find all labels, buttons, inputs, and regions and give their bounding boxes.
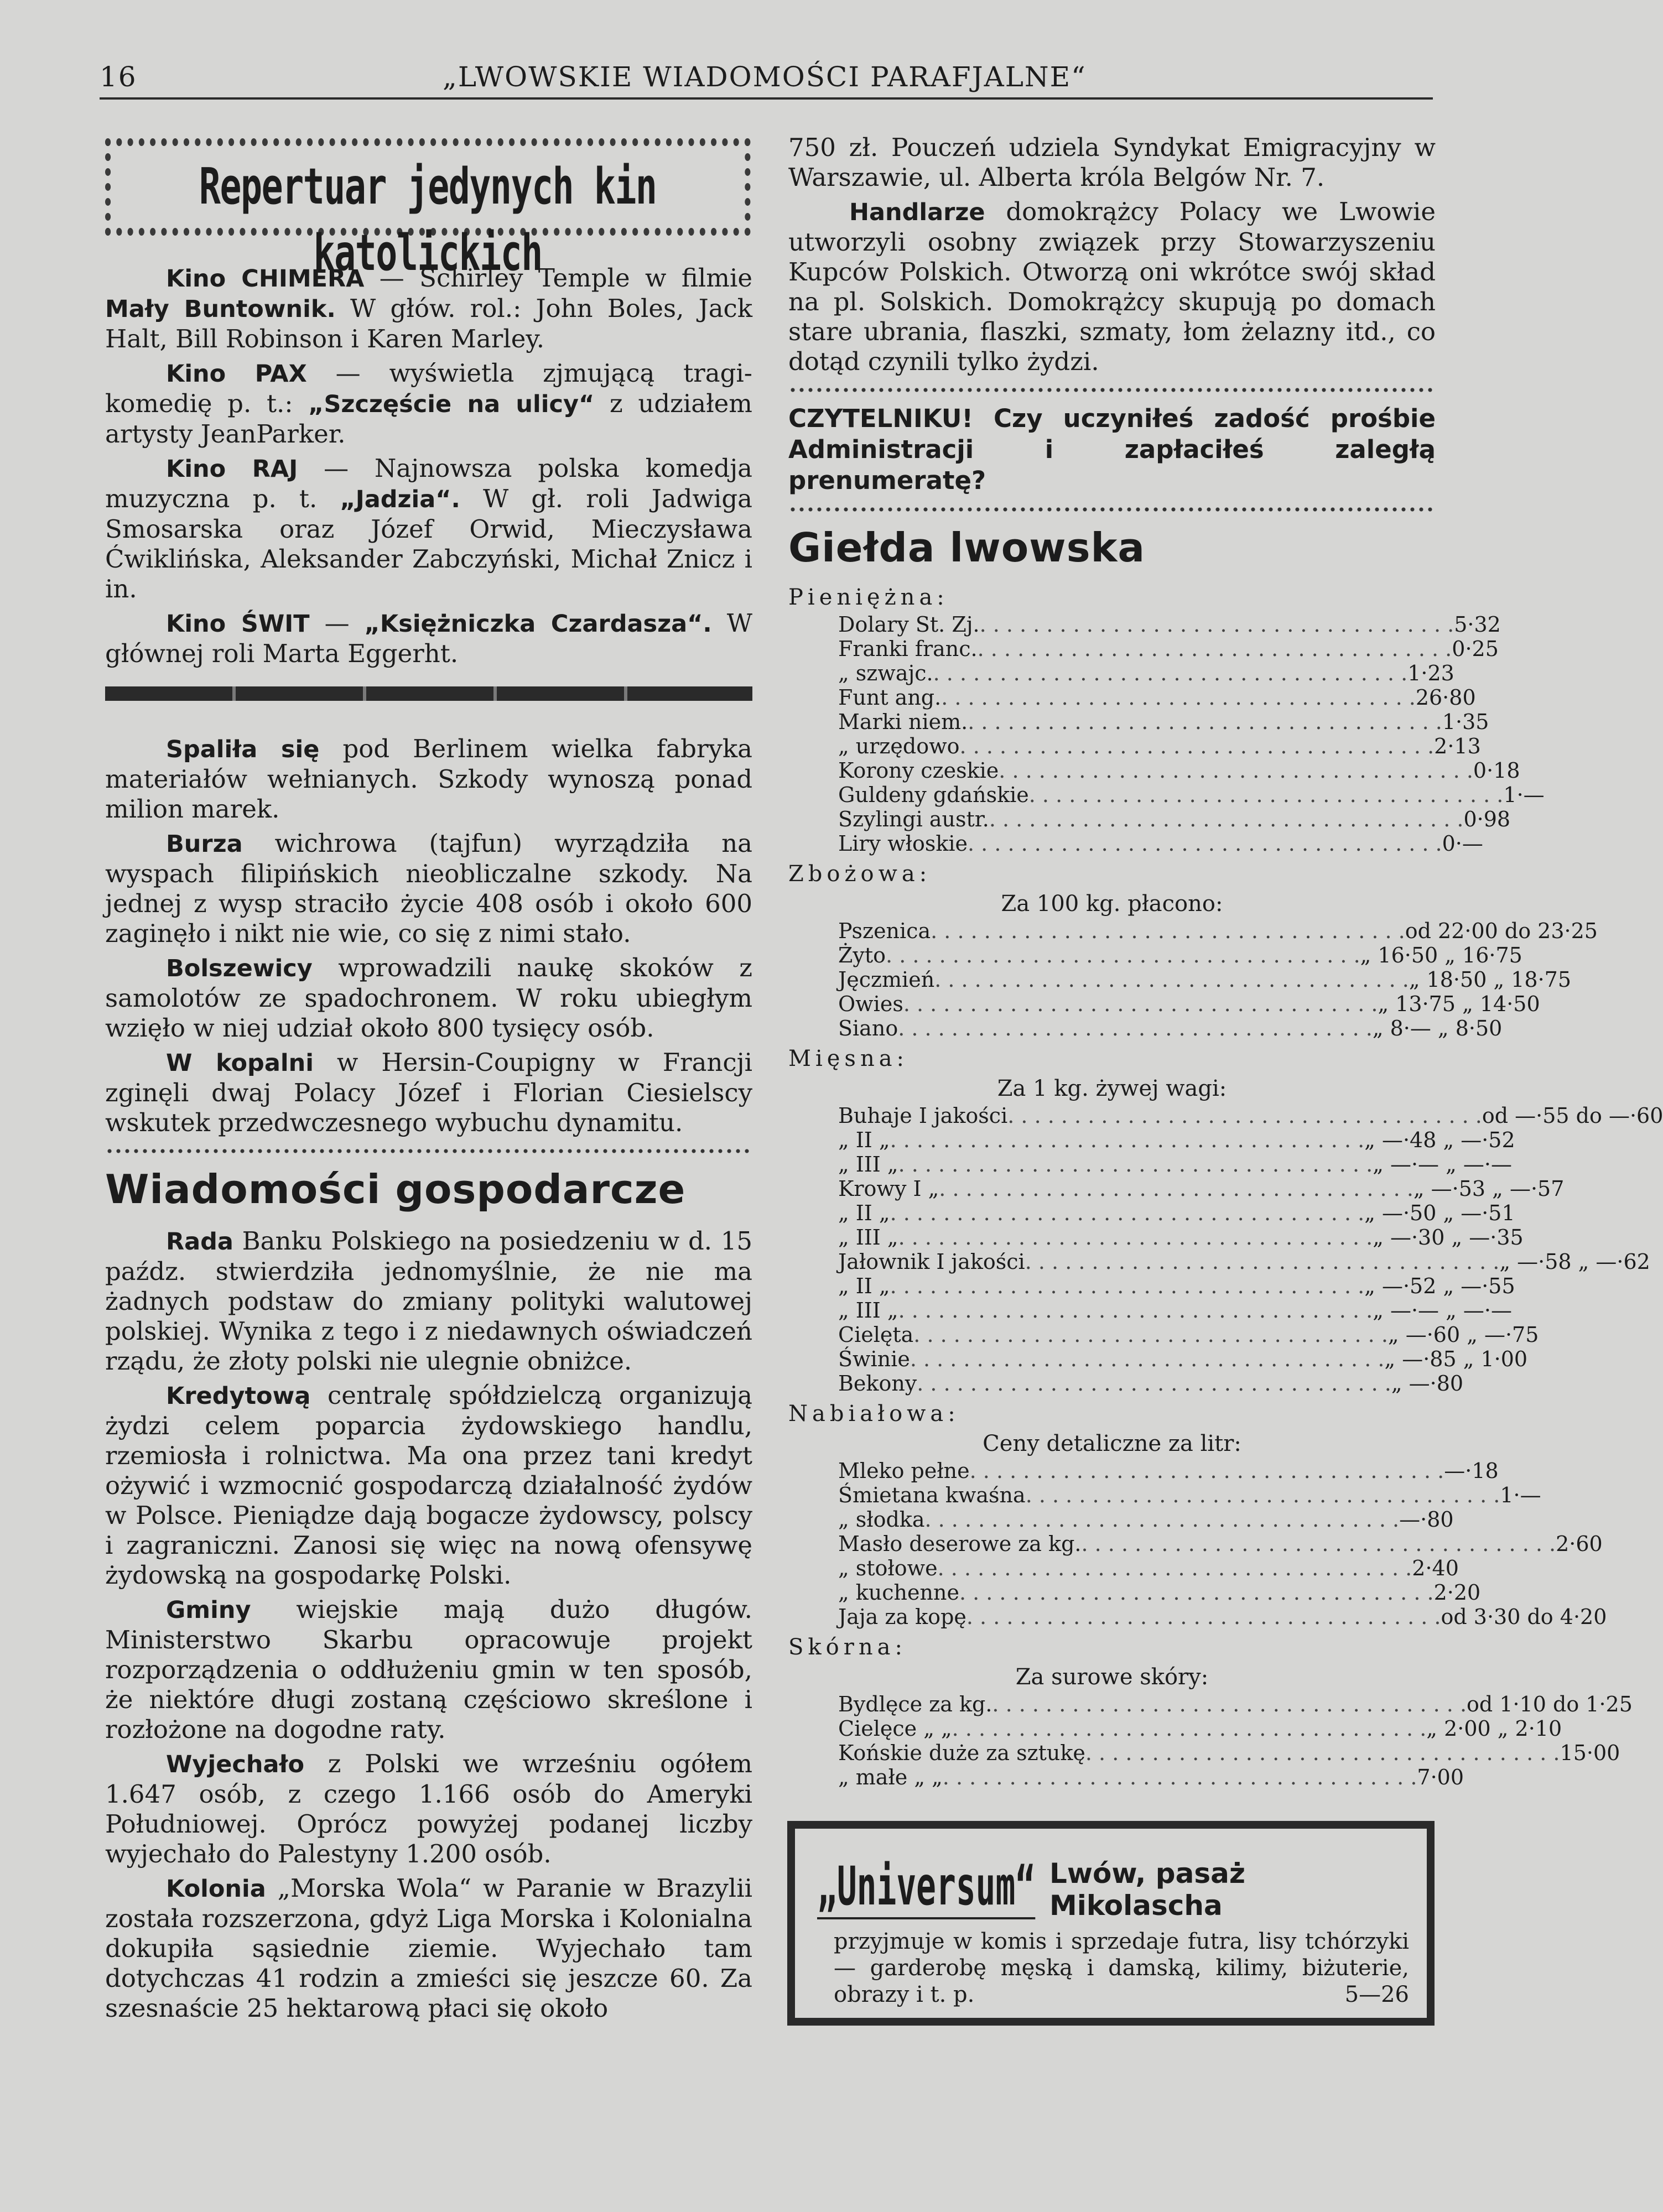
dotted-divider [788, 387, 1436, 393]
leader-dots: . . . . . . . . . . . . . . . . . . . . . . . . . . . . . . . . . . . . [937, 1556, 1412, 1580]
price-value: 2·13 [1434, 734, 1481, 758]
price-value: „ 18·50 „ 18·75 [1409, 967, 1571, 992]
price-row [788, 1483, 1541, 1507]
economy-lead: Wyjechało [166, 1751, 304, 1778]
price-value: 2·20 [1433, 1580, 1481, 1605]
price-label: Śmietana kwaśna [838, 1483, 1026, 1507]
news-item [105, 829, 752, 949]
right-column [788, 133, 1663, 1789]
film-title: Mały Buntownik. [105, 295, 336, 323]
publication-title: „LWOWSKIE WIADOMOŚCI PARAFJALNE“ [443, 61, 1087, 93]
price-row [788, 807, 1511, 831]
exchange-subtitle: Za 1 kg. żywej wagi: [997, 1076, 1227, 1101]
price-value: —·18 [1444, 1459, 1499, 1483]
repertoire-title: Repertuar jedynych kin katolickich [199, 158, 657, 282]
dotted-divider [105, 1148, 752, 1154]
exchange-category: Nabiałowa: [788, 1401, 960, 1427]
leader-dots: . . . . . . . . . . . . . . . . . . . . . . . . . . . . . . . . . . . . [979, 612, 1454, 637]
economy-lead: Kredytową [166, 1382, 311, 1410]
news-text: wichrowa (tajfun) wyrządziła na wyspach filipińskich nieobliczalne szkody. Na jednej z wysp straciło życie 408 osób i około 600 zaginęło i nikt nie wie, co się z nimi stało. [105, 829, 752, 948]
leader-dots: . . . . . . . . . . . . . . . . . . . . . . . . . . . . . . . . . . . . [959, 734, 1435, 758]
price-label: „ małe „ „ [838, 1765, 943, 1789]
cinema-text: — Schirley Temple w filmie [364, 263, 752, 293]
peddlers-lead: Handlarze [849, 199, 985, 226]
news-lead: Burza [166, 830, 243, 858]
leader-dots: . . . . . . . . . . . . . . . . . . . . . . . . . . . . . . . . . . . . [1025, 1250, 1500, 1274]
news-lead: Bolszewicy [166, 955, 313, 982]
price-label: „ urzędowo [838, 734, 960, 758]
price-row [788, 1580, 1481, 1605]
cinema-text: — Najnowsza polska komedja muzyczna p. t. [105, 454, 753, 513]
price-label: „ słodka [838, 1507, 925, 1532]
economy-item [105, 1749, 752, 1869]
news-list [105, 734, 752, 1138]
leader-dots: . . . . . . . . . . . . . . . . . . . . . . . . . . . . . . . . . . . . [999, 758, 1473, 783]
price-row [788, 685, 1476, 710]
leader-dots: . . . . . . . . . . . . . . . . . . . . . . . . . . . . . . . . . . . . [903, 992, 1378, 1016]
left-column [105, 138, 752, 2028]
leader-dots: . . . . . . . . . . . . . . . . . . . . . . . . . . . . . . . . . . . . [933, 661, 1408, 685]
price-value: 1·35 [1442, 710, 1489, 734]
page-number: 16 [100, 61, 137, 93]
leader-dots: . . . . . . . . . . . . . . . . . . . . . . . . . . . . . . . . . . . . [898, 1298, 1373, 1323]
price-value: 5·32 [1454, 612, 1501, 637]
exchange-category: Mięsna: [788, 1046, 909, 1071]
price-label: Mleko pełne [838, 1459, 970, 1483]
news-text: pod Berlinem wielka fabryka materiałów wełnianych. Szkody wynoszą ponad milion marek. [105, 734, 752, 824]
price-row [788, 1104, 1663, 1128]
exchange-subtitle: Za surowe skóry: [1015, 1664, 1209, 1690]
cinema-cast: W gł. roli Jadwiga Smosarska oraz Józef Orwid, Mieczysława Ćwiklińska, Aleksander Zabczyński, Michał Znicz i in. [105, 484, 752, 603]
economy-text: centralę spółdzielczą organizują żydzi celem poparcia żydowskiego handlu, rzemiosła i rolnictwa. Ma ona przez tani kredyt ożywić i wzmocnić gospodarczą działalność żydów w Polsce. Pieniądze dają bogacze żydowscy, polscy i zagraniczni. Zanosi się więc na nową ofensywę żydowską na gospodarkę Polski. [105, 1381, 752, 1590]
price-row [788, 919, 1598, 943]
leader-dots: . . . . . . . . . . . . . . . . . . . . . . . . . . . . . . . . . . . . [924, 1507, 1400, 1532]
price-row [788, 637, 1499, 661]
price-value: 2·60 [1556, 1532, 1603, 1556]
economy-item [105, 1873, 752, 2023]
price-row [788, 1250, 1650, 1274]
ad-text: przyjmuje w komis i sprzedaje futra, lisy tchórzyki — garderobę męską i damską, kilimy, biżuterie, obrazy i t. p. [834, 1929, 1409, 2007]
peddlers-item [788, 197, 1436, 377]
cinema-name: Kino PAX [166, 360, 307, 388]
cinema-name: Kino RAJ [166, 455, 298, 483]
economy-lead: Gminy [166, 1596, 251, 1624]
cinema-item [105, 358, 752, 449]
leader-dots: . . . . . . . . . . . . . . . . . . . . . . . . . . . . . . . . . . . . [886, 943, 1360, 967]
price-row [788, 967, 1571, 992]
exchange-subtitle: Za 100 kg. płacono: [1001, 891, 1223, 917]
leader-dots: . . . . . . . . . . . . . . . . . . . . . . . . . . . . . . . . . . . . [898, 1016, 1373, 1040]
price-row [788, 612, 1501, 637]
leader-dots: . . . . . . . . . . . . . . . . . . . . . . . . . . . . . . . . . . . . [939, 1177, 1413, 1201]
price-label: Bekony [838, 1371, 917, 1396]
exchange-tables [788, 585, 1663, 1789]
news-lead: W kopalni [166, 1049, 314, 1077]
price-value: 0·— [1442, 831, 1483, 856]
price-row [788, 1692, 1633, 1716]
price-label: Masło deserowe za kg. [838, 1532, 1082, 1556]
price-row [788, 1716, 1562, 1741]
price-row [788, 1605, 1607, 1629]
subscription-appeal: CZYTELNIKU! Czy uczyniłeś zadość prośbie Administracji i zapłaciłeś zaległą prenumeratę? [788, 404, 1436, 495]
price-row [788, 1152, 1512, 1177]
economy-text: „Morska Wola“ w Paranie w Brazylii została rozszerzona, gdyż Liga Morska i Kolonialna dokupiła sąsiednie ziemie. Wyjechało tam dotychczas 41 rodzin a zmieści się jeszcze 60. Za szesnaście 25 hektarową płaci się około [105, 1873, 752, 2023]
cinema-item [105, 454, 752, 604]
price-row [788, 831, 1483, 856]
price-value: „ —·52 „ —·55 [1364, 1274, 1515, 1298]
cinema-cast: W głów. rol.: John Boles, Jack Halt, Bill Robinson i Karen Marley. [105, 294, 752, 353]
price-value: 0·18 [1473, 758, 1520, 783]
price-row [788, 710, 1489, 734]
economy-text: z Polski we wrześniu ogółem 1.647 osób, z czego 1.166 osób do Ameryki Południowej. Oprócz powyżej podanej liczby wyjechało do Palestyny 1.200 osób. [105, 1749, 752, 1869]
price-label: Jałownik I jakości [838, 1250, 1025, 1274]
leader-dots: . . . . . . . . . . . . . . . . . . . . . . . . . . . . . . . . . . . . [968, 831, 1442, 856]
cinema-cast: W głównej roli Marta Eggerht. [105, 608, 753, 668]
leader-dots: . . . . . . . . . . . . . . . . . . . . . . . . . . . . . . . . . . . . [959, 1580, 1434, 1605]
price-value: —·80 [1399, 1507, 1454, 1532]
cinema-name: Kino CHIMERA [166, 265, 365, 293]
price-value: 1·— [1503, 783, 1545, 807]
price-label: Owies [838, 992, 903, 1016]
price-row [788, 992, 1540, 1016]
leader-dots: . . . . . . . . . . . . . . . . . . . . . . . . . . . . . . . . . . . . [969, 1459, 1444, 1483]
price-label: „ III „ [838, 1152, 898, 1177]
price-value: „ —·85 „ 1·00 [1384, 1347, 1528, 1371]
price-label: Siano [838, 1016, 898, 1040]
page-header [100, 60, 1433, 100]
leader-dots: . . . . . . . . . . . . . . . . . . . . . . . . . . . . . . . . . . . . [917, 1371, 1391, 1396]
price-row [788, 1556, 1459, 1580]
price-value: 2·40 [1412, 1556, 1459, 1580]
leader-dots: . . . . . . . . . . . . . . . . . . . . . . . . . . . . . . . . . . . . [966, 1605, 1441, 1629]
exchange-category: Zbożowa: [788, 861, 932, 887]
film-title: „Jadzia“. [340, 486, 460, 513]
price-label: Szylingi austr. [838, 807, 989, 831]
price-value: 0·25 [1452, 637, 1499, 661]
repertoire-list [105, 263, 752, 669]
leader-dots: . . . . . . . . . . . . . . . . . . . . . . . . . . . . . . . . . . . . [931, 919, 1405, 943]
price-label: „ II „ [838, 1128, 890, 1152]
price-row [788, 1298, 1512, 1323]
price-row [788, 1201, 1515, 1225]
economy-title: Wiadomości gospodarcze [105, 1166, 686, 1212]
cinema-text: — [309, 608, 365, 638]
price-value: „ 2·00 „ 2·10 [1426, 1716, 1562, 1741]
section-divider-bar [105, 686, 752, 701]
ad-description [834, 1928, 1409, 2008]
price-value: „ —·30 „ —·35 [1373, 1225, 1524, 1250]
leader-dots: . . . . . . . . . . . . . . . . . . . . . . . . . . . . . . . . . . . . [1085, 1741, 1560, 1765]
price-label: „ stołowe [838, 1556, 938, 1580]
exchange-category: Pieniężna: [788, 585, 949, 610]
price-label: Dolary St. Zj. [838, 612, 980, 637]
price-row [788, 758, 1520, 783]
price-value: od 22·00 do 23·25 [1405, 919, 1598, 943]
peddlers-text: domokrążcy Polacy we Lwowie utworzyli osobny związek przy Stowarzyszeniu Kupców Polskich. Otworzą oni wkrótce swój skład na pl. Solskich. Domokrążcy skupują po domach stare ubrania, flaszki, szmaty, łom żelazny itd., co dotąd czynili tylko żydzi. [788, 197, 1436, 376]
economy-item [105, 1226, 752, 1376]
economy-lead: Rada [166, 1228, 233, 1256]
price-value: „ —·80 [1391, 1371, 1464, 1396]
leader-dots: . . . . . . . . . . . . . . . . . . . . . . . . . . . . . . . . . . . . [913, 1323, 1388, 1347]
economy-item [105, 1595, 752, 1745]
cinema-name: Kino ŚWIT [166, 610, 310, 638]
price-value: 1·— [1500, 1483, 1541, 1507]
leader-dots: . . . . . . . . . . . . . . . . . . . . . . . . . . . . . . . . . . . . [977, 637, 1452, 661]
leader-dots: . . . . . . . . . . . . . . . . . . . . . . . . . . . . . . . . . . . . [890, 1274, 1365, 1298]
price-row [788, 1741, 1620, 1765]
leader-dots: . . . . . . . . . . . . . . . . . . . . . . . . . . . . . . . . . . . . [952, 1716, 1427, 1741]
price-row [788, 783, 1545, 807]
film-title: „Księżniczka Czardasza“. [364, 610, 712, 638]
price-row [788, 1225, 1524, 1250]
news-item [105, 953, 752, 1043]
price-label: Korony czeskie [838, 758, 999, 783]
leader-dots: . . . . . . . . . . . . . . . . . . . . . . . . . . . . . . . . . . . . [942, 1765, 1417, 1789]
price-row [788, 1532, 1603, 1556]
leader-dots: . . . . . . . . . . . . . . . . . . . . . . . . . . . . . . . . . . . . [1025, 1483, 1500, 1507]
price-row [788, 1177, 1565, 1201]
price-row [788, 1765, 1464, 1789]
price-value: „ —·— „ —·— [1373, 1298, 1512, 1323]
price-label: Liry włoskie [838, 831, 968, 856]
leader-dots: . . . . . . . . . . . . . . . . . . . . . . . . . . . . . . . . . . . . [1007, 1104, 1482, 1128]
leader-dots: . . . . . . . . . . . . . . . . . . . . . . . . . . . . . . . . . . . . [992, 1692, 1467, 1716]
price-label: Cielęta [838, 1323, 914, 1347]
leader-dots: . . . . . . . . . . . . . . . . . . . . . . . . . . . . . . . . . . . . [941, 685, 1416, 710]
price-value: od 3·30 do 4·20 [1441, 1605, 1607, 1629]
price-value: 26·80 [1415, 685, 1476, 710]
price-label: Funt ang. [838, 685, 942, 710]
economy-text: Banku Polskiego na posiedzeniu w d. 15 paźdz. stwierdziła jednomyślnie, że nie ma żadnych podstaw do zmiany polityki walutowej polskiej. Wynika z tego i z niedawnych oświadczeń rządu, że złoty polski nie ulegnie obniżce. [105, 1226, 752, 1376]
leader-dots: . . . . . . . . . . . . . . . . . . . . . . . . . . . . . . . . . . . . [1028, 783, 1504, 807]
price-row [788, 661, 1454, 685]
price-label: „ II „ [838, 1274, 890, 1298]
economy-item [105, 1381, 752, 1590]
price-label: Świnie [838, 1347, 910, 1371]
price-label: „ kuchenne [838, 1580, 959, 1605]
advertisement-box [787, 1821, 1435, 2026]
price-label: „ II „ [838, 1201, 890, 1225]
price-label: Końskie duże za sztukę [838, 1741, 1085, 1765]
film-title: „Szczęście na ulicy“ [308, 391, 595, 418]
price-row [788, 734, 1481, 758]
leader-dots: . . . . . . . . . . . . . . . . . . . . . . . . . . . . . . . . . . . . [890, 1201, 1365, 1225]
price-row [788, 1128, 1515, 1152]
leader-dots: . . . . . . . . . . . . . . . . . . . . . . . . . . . . . . . . . . . . [1081, 1532, 1556, 1556]
price-label: „ III „ [838, 1298, 898, 1323]
price-value: „ —·58 „ —·62 [1499, 1250, 1650, 1274]
exchange-category: Skórna: [788, 1635, 907, 1660]
price-row [788, 1016, 1503, 1040]
leader-dots: . . . . . . . . . . . . . . . . . . . . . . . . . . . . . . . . . . . . [989, 807, 1464, 831]
price-label: Marki niem. [838, 710, 968, 734]
news-item [105, 734, 752, 824]
price-value: „ —·48 „ —·52 [1364, 1128, 1515, 1152]
dotted-divider [788, 506, 1436, 513]
leader-dots: . . . . . . . . . . . . . . . . . . . . . . . . . . . . . . . . . . . . [910, 1347, 1385, 1371]
leader-dots: . . . . . . . . . . . . . . . . . . . . . . . . . . . . . . . . . . . . [968, 710, 1442, 734]
price-row [788, 1323, 1539, 1347]
news-text: wprowadzili naukę skoków z samolotów ze spadochronem. W roku ubiegłym wzięło w niej udział około 800 tysięcy osób. [105, 953, 752, 1043]
price-label: Franki franc. [838, 637, 978, 661]
exchange-title: Giełda lwowska [788, 524, 1146, 571]
news-item [105, 1048, 752, 1138]
economy-lead: Kolonia [166, 1875, 266, 1903]
leader-dots: . . . . . . . . . . . . . . . . . . . . . . . . . . . . . . . . . . . . [898, 1152, 1373, 1177]
price-value: „ —·60 „ —·75 [1387, 1323, 1539, 1347]
price-row [788, 943, 1522, 967]
ad-address: Lwów, pasaż Mikolascha [1049, 1857, 1245, 1922]
cinema-cast: z udziałem artysty JeanParker. [105, 389, 752, 449]
price-row [788, 1371, 1464, 1396]
news-lead: Spaliła się [166, 736, 320, 763]
price-label: Jęczmień [838, 967, 935, 992]
price-value: „ —·50 „ —·51 [1364, 1201, 1515, 1225]
price-label: Guldeny gdańskie [838, 783, 1029, 807]
price-label: Bydlęce za kg. [838, 1692, 992, 1716]
price-label: „ szwajc. [838, 661, 933, 685]
price-label: Żyto [838, 943, 886, 967]
leader-dots: . . . . . . . . . . . . . . . . . . . . . . . . . . . . . . . . . . . . [898, 1225, 1373, 1250]
price-value: „ —·— „ —·— [1373, 1152, 1512, 1177]
leader-dots: . . . . . . . . . . . . . . . . . . . . . . . . . . . . . . . . . . . . [890, 1128, 1365, 1152]
price-value: „ 8·— „ 8·50 [1372, 1016, 1503, 1040]
price-value: 0·98 [1463, 807, 1511, 831]
price-label: Cielęce „ „ [838, 1716, 952, 1741]
economy-text: wiejskie mają dużo długów. Ministerstwo Skarbu opracowuje projekt rozporządzenia o oddłużeniu gmin w ten sposób, że niektóre długi zostaną częściowo skreślone i rozłożone na dogodne raty. [105, 1595, 752, 1744]
price-value: od —·55 do —·60 [1482, 1104, 1663, 1128]
price-value: „ —·53 „ —·57 [1413, 1177, 1565, 1201]
price-row [788, 1459, 1499, 1483]
news-text: w Hersin-Coupigny w Francji zginęli dwaj Polacy Józef i Florian Ciesielscy wskutek przedwczesnego wybuchu dynamitu. [105, 1048, 752, 1137]
price-label: Pszenica [838, 919, 931, 943]
economy-list [105, 1226, 752, 2023]
price-value: 1·23 [1407, 661, 1454, 685]
price-label: Buhaje I jakości [838, 1104, 1008, 1128]
leader-dots: . . . . . . . . . . . . . . . . . . . . . . . . . . . . . . . . . . . . [934, 967, 1409, 992]
price-value: „ 13·75 „ 14·50 [1378, 992, 1540, 1016]
exchange-subtitle: Ceny detaliczne za litr: [983, 1431, 1241, 1456]
price-label: „ III „ [838, 1225, 898, 1250]
emigration-continuation: 750 zł. Pouczeń udziela Syndykat Emigracyjny w Warszawie, ul. Alberta króla Belgów Nr. 7. [788, 133, 1436, 192]
price-value: 7·00 [1417, 1765, 1464, 1789]
ad-code: 5—26 [1344, 1982, 1409, 2007]
price-value: „ 16·50 „ 16·75 [1360, 943, 1522, 967]
price-row [788, 1274, 1515, 1298]
cinema-text: — wyświetla zjmującą tragi-komedię p. t.: [105, 358, 752, 418]
universum-logo: „Universum“ [817, 1855, 1035, 1919]
price-value: od 1·10 do 1·25 [1467, 1692, 1633, 1716]
cinema-item [105, 608, 752, 669]
price-label: Jaja za kopę [838, 1605, 966, 1629]
price-row [788, 1347, 1528, 1371]
price-row [788, 1507, 1454, 1532]
price-label: Krowy I „ [838, 1177, 939, 1201]
price-value: 15·00 [1560, 1741, 1620, 1765]
